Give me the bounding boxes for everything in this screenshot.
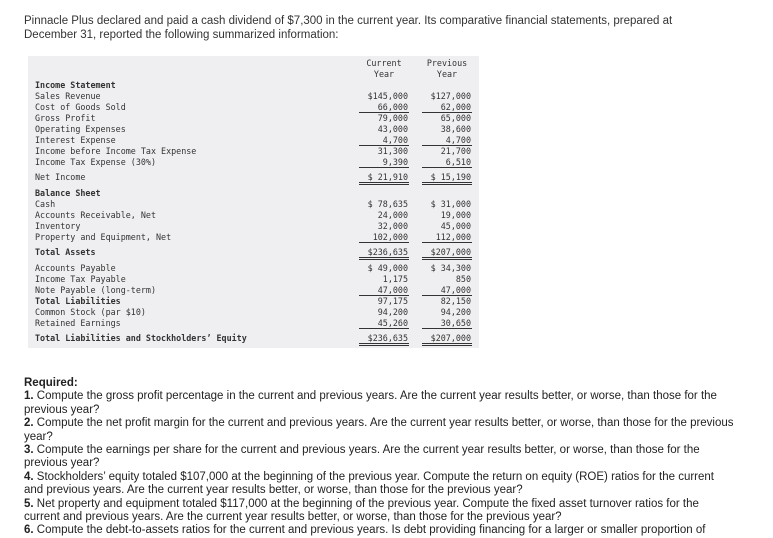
table-row [28,80,479,91]
item-text: Compute the debt-to-assets ratios for the current and previous years. Is debt providing financing for a larger or smaller proportion of [33,524,706,537]
item-text: Compute the net profit margin for the current and previous years. Are the current year results better, or worse, than those for the previous year? [24,417,734,443]
previous-value: 38,600 [440,124,471,134]
row-label: Accounts Receivable, Net [35,210,157,220]
previous-value: 45,000 [440,221,471,231]
previous-value: 19,000 [440,210,471,220]
table-row [28,102,479,113]
current-value: $ 49,000 [367,263,408,273]
current-value: 24,000 [377,210,408,220]
current-value: $ 21,910 [359,172,409,185]
current-value: 97,175 [377,296,408,306]
item-text: Compute the gross profit percentage in the current and previous years. Are the current year results better, or worse, than those for the previous year? [24,390,717,416]
section-heading: Balance Sheet [35,188,101,198]
table-row [28,146,479,157]
row-label: Accounts Payable [35,263,116,273]
table-row [28,172,479,183]
previous-value: $ 31,000 [430,199,471,209]
row-label: Cost of Goods Sold [35,102,126,112]
current-value: 94,200 [377,307,408,317]
required-item-3 [24,444,734,471]
previous-value: $ 15,190 [422,172,472,185]
required-section [24,377,734,538]
table-row [28,135,479,146]
row-label: Retained Earnings [35,318,121,328]
problem-intro: Pinnacle Plus declared and paid a cash dividend of $7,300 in the current year. Its comparative financial statements, prepared at December 31, reported the following summarized information: [24,15,673,41]
item-text: Stockholders’ equity totaled $107,000 at the beginning of the previous year. Compute the return on equity (ROE) ratios for the current and previous years. Are the current year results better, or worse, than those for the previous year? [24,470,714,497]
row-label: Property and Equipment, Net [35,232,172,242]
current-value: 9,390 [359,157,409,168]
table-row [28,113,479,124]
row-label: Inventory [35,221,81,231]
previous-year-header [419,58,475,80]
required-item-5 [24,498,734,525]
previous-header-line2: Year [436,69,458,79]
table-row [28,263,479,274]
table-row [28,296,479,307]
table-row [28,232,479,243]
row-label: Total Assets [35,247,96,257]
current-value: $236,635 [359,247,409,260]
table-row [28,333,479,344]
item-number: 6. [24,524,34,537]
row-label: Net Income [35,172,86,182]
table-row [28,157,479,168]
required-item-2 [24,417,734,444]
current-header-line1: Current [366,58,402,68]
previous-value: 4,700 [422,135,472,146]
current-value: 47,000 [359,285,409,296]
item-number: 3. [24,444,34,457]
section-heading: Income Statement [35,80,116,90]
required-title: Required: [24,377,78,389]
previous-value: 65,000 [440,113,471,123]
row-label: Income Tax Expense (30%) [35,157,157,167]
current-year-header [356,58,412,80]
current-value: 45,260 [359,318,409,329]
row-label: Operating Expenses [35,124,126,134]
financial-statements-table [28,56,479,348]
row-label: Interest Expense [35,135,116,145]
previous-value: 6,510 [422,157,472,168]
current-value: $145,000 [367,91,408,101]
current-header-line2: Year [373,69,395,79]
previous-value: 94,200 [440,307,471,317]
row-label: Sales Revenue [35,91,101,101]
table-row [28,285,479,296]
row-label: Cash [35,199,56,209]
item-text: Compute the earnings per share for the current and previous years. Are the current year results better, or worse, than those for the previous year? [24,444,700,470]
current-value: 4,700 [359,135,409,146]
table-row [28,247,479,258]
row-label: Income Tax Payable [35,274,126,284]
table-row [28,91,479,102]
previous-value: $207,000 [422,333,472,346]
item-text: Net property and equipment totaled $117,000 at the beginning of the previous year. Compute the fixed asset turnover ratios for the current and previous years. Are the current year results better, or worse, than those for the previous year? [24,497,699,524]
current-value: 31,300 [377,146,408,156]
required-item-4 [24,471,734,498]
table-row [28,124,479,135]
current-value: 66,000 [359,102,409,113]
table-row [28,210,479,221]
previous-value: 21,700 [440,146,471,156]
table-row [28,318,479,329]
current-value: 43,000 [377,124,408,134]
table-row [28,188,479,199]
row-label: Note Payable (long-term) [35,285,157,295]
row-label: Gross Profit [35,113,96,123]
previous-value: 47,000 [422,285,472,296]
previous-value: $ 34,300 [430,263,471,273]
current-value: 79,000 [377,113,408,123]
row-label: Total Liabilities and Stockholders’ Equity [35,333,247,343]
item-number: 5. [24,497,34,510]
item-number: 2. [24,417,34,430]
item-number: 4. [24,470,34,483]
table-row [28,199,479,210]
current-value: $ 78,635 [367,199,408,209]
row-label: Total Liabilities [35,296,121,306]
current-value: $236,635 [359,333,409,346]
previous-value: $127,000 [430,91,471,101]
row-label: Common Stock (par $10) [35,307,146,317]
previous-value: 30,650 [422,318,472,329]
table-row [28,274,479,285]
current-value: 102,000 [359,232,409,243]
previous-value: 850 [455,274,471,284]
previous-header-line1: Previous [426,58,468,68]
previous-value: $207,000 [422,247,472,260]
item-number: 1. [24,390,34,403]
row-label: Income before Income Tax Expense [35,146,197,156]
previous-value: 82,150 [440,296,471,306]
table-row [28,307,479,318]
required-item-1 [24,390,734,417]
current-value: 1,175 [382,274,408,284]
current-value: 32,000 [377,221,408,231]
previous-value: 112,000 [422,232,472,243]
previous-value: 62,000 [422,102,472,113]
table-row [28,221,479,232]
